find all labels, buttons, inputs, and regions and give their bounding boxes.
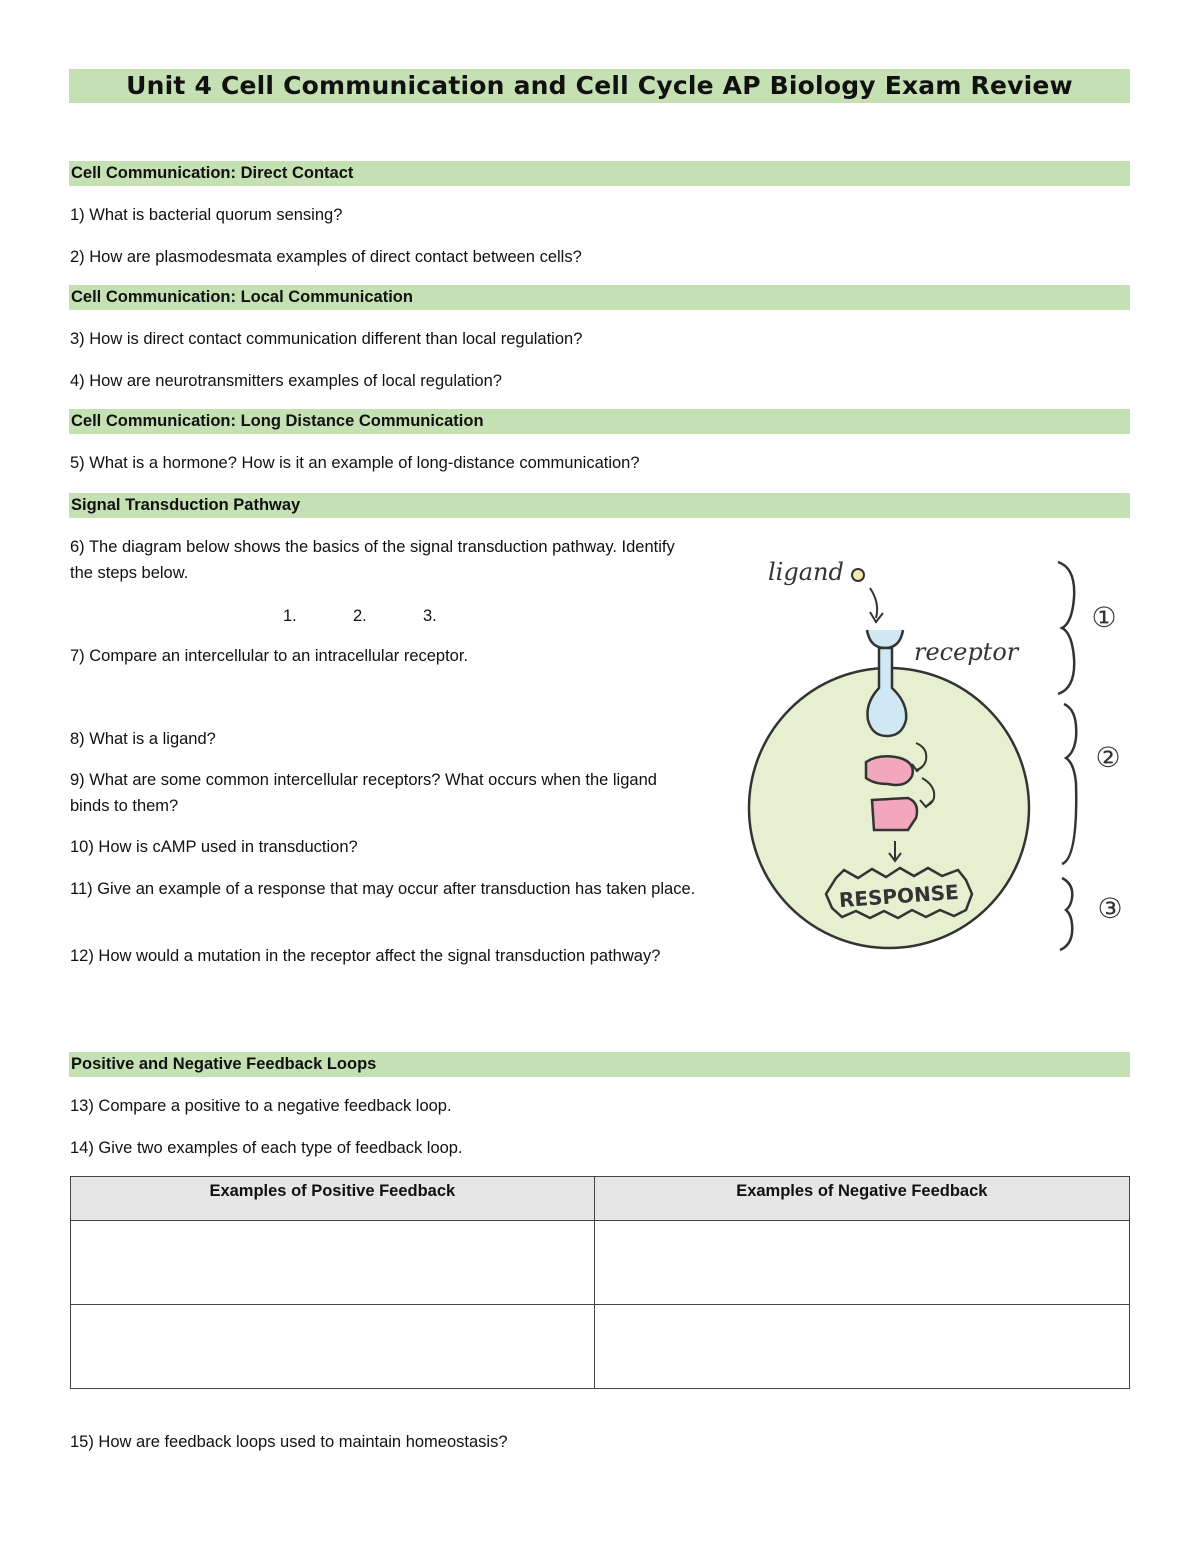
title-bar: [69, 69, 1130, 103]
section-signal-transduction: [69, 493, 1130, 518]
section-local: [69, 285, 1130, 310]
section-direct-contact: [69, 161, 1130, 186]
question-13: 13) Compare a positive to a negative feedback loop.: [70, 1097, 452, 1115]
step-label-2: 2.: [353, 607, 367, 625]
table-header-row: [71, 1177, 1130, 1221]
question-1: 1) What is bacterial quorum sensing?: [70, 206, 343, 224]
question-11: 11) Give an example of a response that may occur after transduction has taken place.: [70, 880, 696, 898]
question-4: 4) How are neurotransmitters examples of local regulation?: [70, 372, 502, 390]
signal-transduction-diagram: [740, 548, 1132, 968]
section-long-distance: [69, 409, 1130, 434]
step-label-1: 1.: [283, 607, 297, 625]
section-heading: Cell Communication: Local Communication: [71, 288, 413, 306]
question-15: 15) How are feedback loops used to maintain homeostasis?: [70, 1433, 508, 1451]
ligand-icon: [852, 569, 864, 581]
step-2-marker: ②: [1095, 741, 1121, 774]
brace-3-icon: [1060, 878, 1072, 950]
question-12: 12) How would a mutation in the receptor affect the signal transduction pathway?: [70, 947, 661, 965]
page-title: Unit 4 Cell Communication and Cell Cycle AP Biology Exam Review: [126, 71, 1073, 100]
question-9: 9) What are some common intercellular receptors? What occurs when the ligand binds to them?: [70, 771, 657, 815]
section-heading: Positive and Negative Feedback Loops: [71, 1055, 377, 1073]
header-positive-feedback: Examples of Positive Feedback: [71, 1177, 595, 1221]
response-label: RESPONSE: [838, 879, 960, 913]
step-label-3: 3.: [423, 607, 437, 625]
question-2: 2) How are plasmodesmata examples of direct contact between cells?: [70, 248, 582, 266]
receptor-binding-site: [867, 630, 903, 648]
ligand-label: ligand: [768, 558, 844, 586]
brace-2-icon: [1062, 704, 1076, 864]
header-negative-feedback: Examples of Negative Feedback: [594, 1177, 1129, 1221]
relay-protein-1-icon: [866, 756, 913, 785]
table-cell[interactable]: [594, 1221, 1129, 1305]
section-heading: Cell Communication: Direct Contact: [71, 164, 354, 182]
question-3: 3) How is direct contact communication different than local regulation?: [70, 330, 583, 348]
section-feedback-loops: [69, 1052, 1130, 1077]
question-8: 8) What is a ligand?: [70, 730, 216, 748]
table-cell[interactable]: [594, 1305, 1129, 1389]
question-10: 10) How is cAMP used in transduction?: [70, 838, 358, 856]
step-3-marker: ③: [1097, 892, 1123, 925]
question-14: 14) Give two examples of each type of feedback loop.: [70, 1139, 463, 1157]
feedback-examples-table: [70, 1176, 1130, 1389]
question-7: 7) Compare an intercellular to an intracellular receptor.: [70, 647, 469, 665]
table-row: [71, 1305, 1130, 1389]
brace-1-icon: [1058, 562, 1074, 694]
step-1-marker: ①: [1091, 601, 1117, 634]
table-row: [71, 1221, 1130, 1305]
receptor-label: receptor: [914, 638, 1019, 666]
relay-protein-2-icon: [872, 798, 917, 830]
question-5: 5) What is a hormone? How is it an example of long-distance communication?: [70, 454, 640, 472]
section-heading: Cell Communication: Long Distance Communication: [71, 412, 484, 430]
table-cell[interactable]: [71, 1305, 595, 1389]
table-cell[interactable]: [71, 1221, 595, 1305]
question-6: 6) The diagram below shows the basics of the signal transduction pathway. Identify the steps below.: [70, 538, 675, 582]
section-heading: Signal Transduction Pathway: [71, 496, 301, 514]
